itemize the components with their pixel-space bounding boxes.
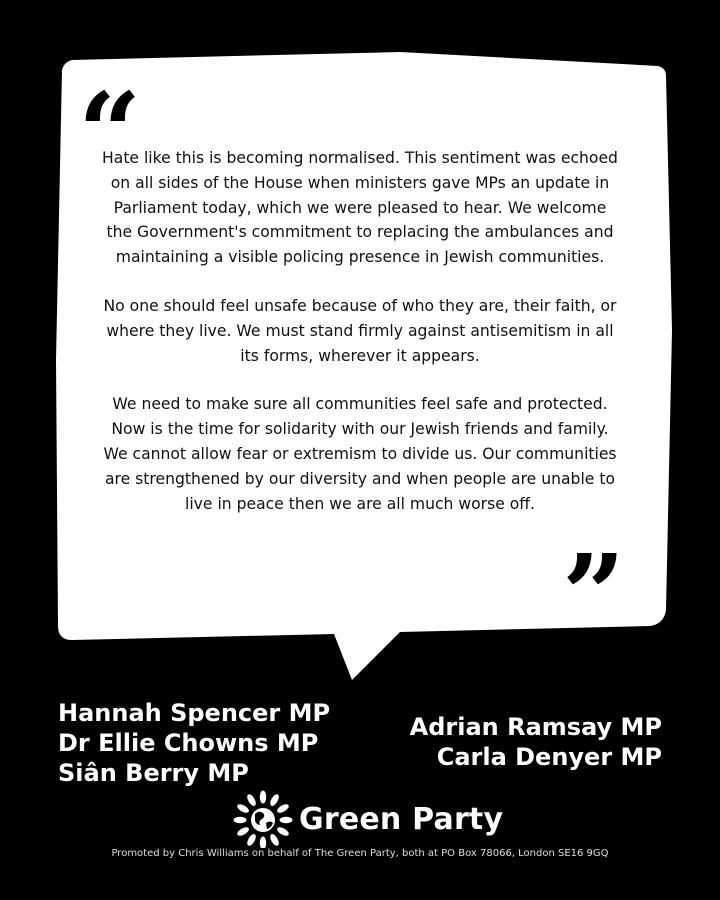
signatories-right — [410, 712, 662, 772]
signatory-name: Dr Ellie Chowns MP — [58, 729, 319, 757]
quote-text — [100, 146, 620, 540]
signatory-name: Adrian Ramsay MP — [409, 713, 662, 741]
green-party-logo — [233, 790, 503, 848]
signatory-name: Hannah Spencer MP — [58, 699, 331, 727]
sunflower-globe-icon — [233, 790, 293, 848]
quote-paragraph: Hate like this is becoming normalised. This sentiment was echoed on all sides of the House when ministers gave MPs an update in Parliament today, which we were pleased to hear. We welcome the Government's commitment to replacing the ambulances and maintaining a visible policing presence in Jewish communities. — [102, 149, 618, 267]
signatory-name: Siân Berry MP — [58, 759, 249, 787]
close-quote-icon: ” — [562, 530, 626, 659]
quote-paragraph: We need to make sure all communities feel safe and protected. Now is the time for solidarity with our Jewish friends and family. We cannot allow fear or extremism to divide us. Our communities are strengthened by our diversity and when people are unable to live in peace then we are all much worse off. — [103, 395, 617, 513]
signatories-left — [58, 698, 330, 788]
open-quote-icon: “ — [78, 68, 142, 197]
imprint-text: Promoted by Chris Williams on behalf of The Green Party, both at PO Box 78066, London SE16 9GQ — [111, 848, 609, 859]
party-name: Green Party — [299, 801, 504, 837]
quote-paragraph: No one should feel unsafe because of who they are, their faith, or where they live. We must stand firmly against antisemitism in all its forms, wherever it appears. — [103, 296, 617, 365]
signatory-name: Carla Denyer MP — [436, 743, 662, 771]
